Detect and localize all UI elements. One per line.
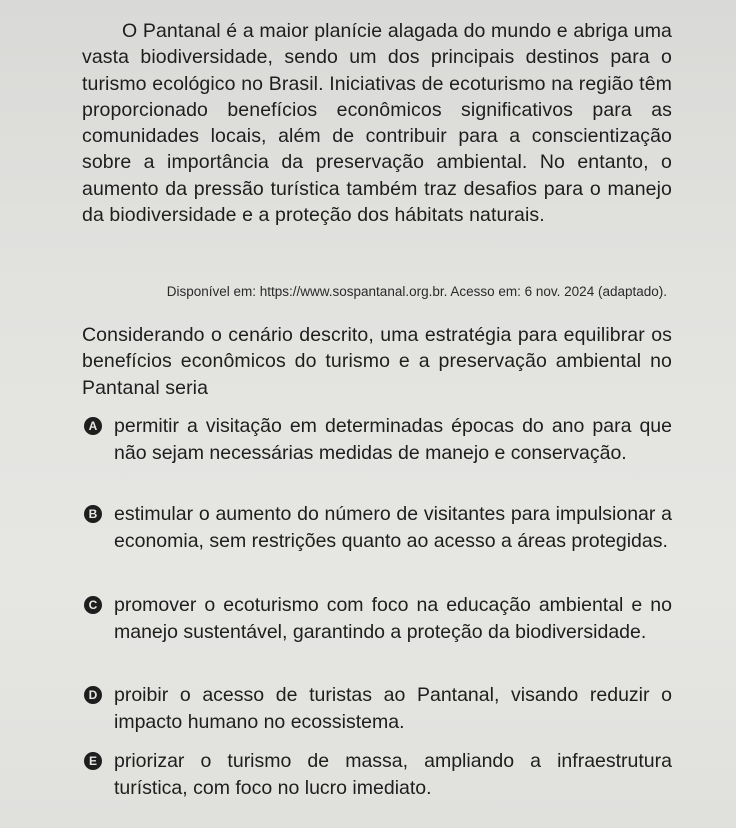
source-citation: Disponível em: https://www.sospantanal.org.br. Acesso em: 6 nov. 2024 (adaptado). (166, 284, 667, 299)
alternative-letter-e: E (84, 752, 102, 770)
alternative-letter-a: A (84, 417, 102, 435)
intro-paragraph: O Pantanal é a maior planície alagada do mundo e abriga uma vasta biodiversidade, sendo um dos principais destinos para o turismo ecológico no Brasil. Iniciativas de ecoturismo na região têm proporcionado benefícios econômicos significativos para as comunidades locais, além de contribuir para a conscientização sobre a importância da preservação ambiental. No entanto, o aumento da pressão turística também traz desafios para o manejo da biodiversidade e a proteção dos hábitats naturais. (82, 20, 672, 227)
alternative-text-b: estimular o aumento do número de visitantes para impulsionar a economia, sem restrições quanto ao acesso a áreas protegidas. (114, 503, 672, 552)
alternative-a[interactable] (82, 413, 672, 466)
alternative-text-a: permitir a visitação em determinadas épocas do ano para que não sejam necessárias medidas de manejo e conservação. (114, 415, 672, 464)
alternative-text-d: proibir o acesso de turistas ao Pantanal, visando reduzir o impacto humano no ecossistema. (114, 684, 672, 733)
alternative-letter-c: C (84, 596, 102, 614)
alternative-c[interactable] (82, 592, 672, 645)
alternative-b[interactable] (82, 501, 672, 554)
alternative-e[interactable] (82, 748, 672, 801)
alternative-text-e: priorizar o turismo de massa, ampliando a infraestrutura turística, com foco no lucro imediato. (114, 750, 672, 799)
alternative-letter-b: B (84, 505, 102, 523)
question-stem: Considerando o cenário descrito, uma estratégia para equilibrar os benefícios econômicos do turismo e a preservação ambiental no Pantanal seria (82, 324, 672, 399)
alternative-letter-d: D (84, 686, 102, 704)
alternative-d[interactable] (82, 682, 672, 735)
alternative-text-c: promover o ecoturismo com foco na educação ambiental e no manejo sustentável, garantindo a proteção da biodiversidade. (114, 594, 672, 643)
